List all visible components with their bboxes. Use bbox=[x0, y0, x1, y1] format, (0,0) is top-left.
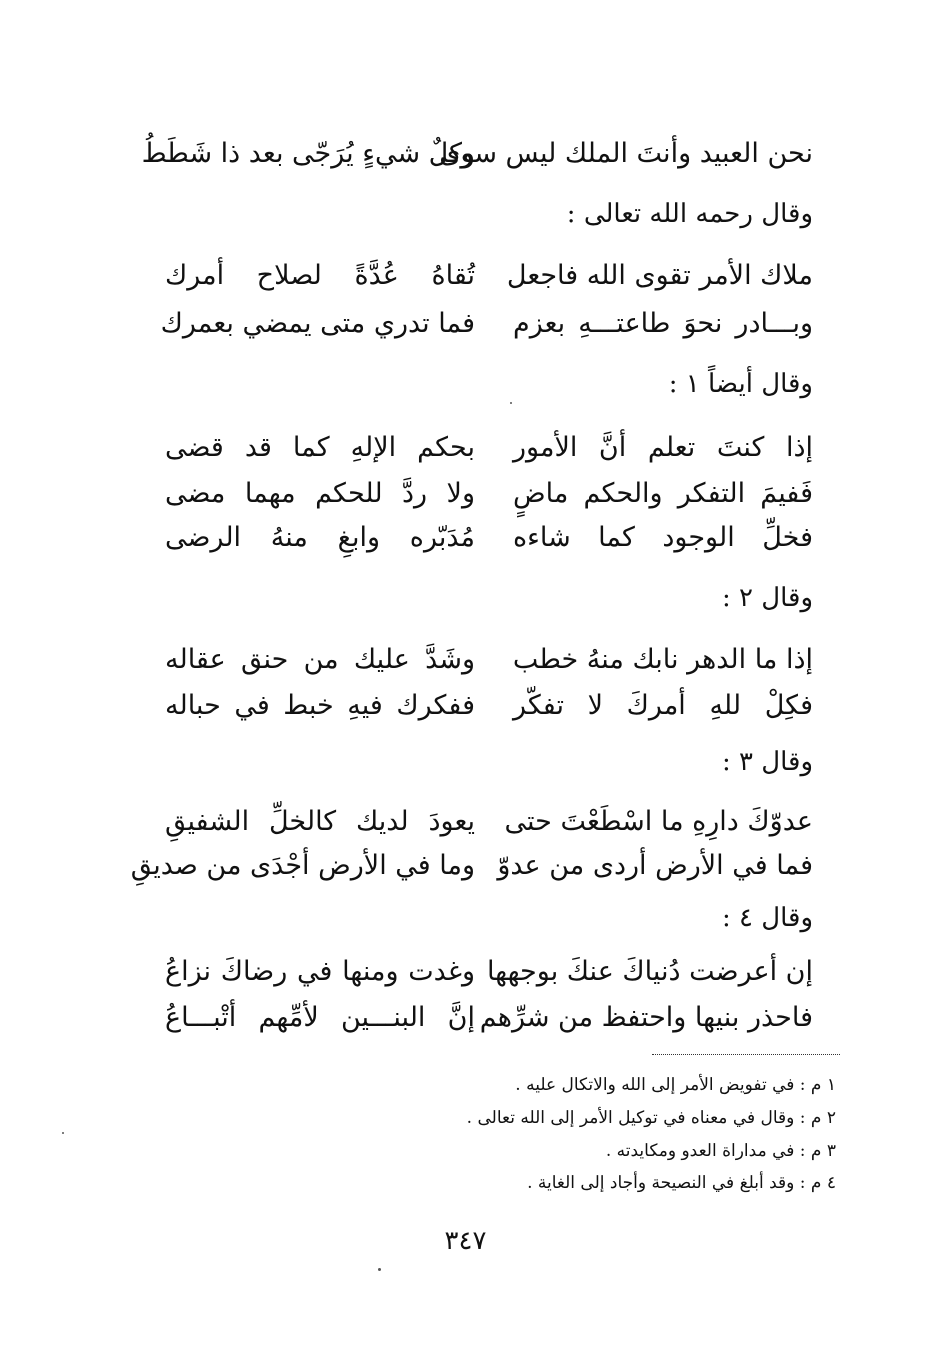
verse-right-hemistich: إن أعرضت دُنياكَ عنكَ بوجهها bbox=[486, 956, 813, 987]
verse-left-hemistich: ولا ردَّ للحكم مهما مضى bbox=[165, 478, 475, 509]
verse-left-hemistich: بحكم الإلهِ كما قد قضى bbox=[165, 432, 475, 463]
verse-right-hemistich: فَفيمَ التفكر والحكم ماضٍ bbox=[513, 478, 813, 509]
verse-right-hemistich: فما في الأرض أردى من عدوّ bbox=[497, 850, 813, 881]
verse-left-hemistich: فما تدري متى يمضي بعمرك bbox=[160, 308, 475, 339]
section-heading: وقال أيضاً ١ : bbox=[668, 369, 813, 399]
section-heading: وقال رحمه الله تعالى : bbox=[566, 199, 813, 229]
verse-left-hemistich: وما في الأرض أجْدَى من صديقِ bbox=[130, 850, 475, 881]
verse-left-hemistich: ففكرك فيهِ خبط في حباله bbox=[165, 690, 475, 721]
verse-right-hemistich: وبـــادر نحوَ طاعتـــهِ بعزم bbox=[513, 308, 813, 339]
verse-left-hemistich: وشَدَّ عليك من حنق عقاله bbox=[165, 644, 475, 675]
verse-right-hemistich: إذا كنتَ تعلم أنَّ الأمور bbox=[513, 432, 813, 463]
verse-left-hemistich: وكلٌ شيءٍ يُرَجّى بعد ذا شَطَطُ bbox=[141, 138, 475, 169]
verse-right-hemistich: فخلِّ الوجود كما شاءه bbox=[513, 522, 813, 553]
verse-left-hemistich: يعودَ لديك كالخلِّ الشفيقِ bbox=[165, 806, 475, 837]
footnote: ٣ م : في مداراة العدو ومكايدته . bbox=[605, 1141, 836, 1161]
scan-speck bbox=[378, 1268, 381, 1271]
verse-left-hemistich: إنَّ البنـــين لأمِّهم أتْبـــاعُ bbox=[165, 1002, 475, 1033]
footnote-separator bbox=[652, 1054, 840, 1055]
section-heading: وقال ٢ : bbox=[721, 583, 813, 613]
scan-speck bbox=[510, 402, 512, 404]
section-heading: وقال ٣ : bbox=[721, 747, 813, 777]
verse-right-hemistich: ملاك الأمر تقوى الله فاجعل bbox=[506, 260, 813, 291]
verse-right-hemistich: نحن العبيد وأنتَ الملك ليس سوى bbox=[439, 138, 813, 169]
verse-left-hemistich: تُقاهُ عُدَّةً لصلاح أمرك bbox=[165, 260, 475, 291]
page-number: ٣٤٧ bbox=[444, 1226, 487, 1256]
footnote: ٤ م : وقد أبلغ في النصيحة وأجاد إلى الغاية . bbox=[527, 1173, 836, 1193]
verse-right-hemistich: إذا ما الدهر نابك منهُ خطب bbox=[512, 644, 813, 675]
section-heading: وقال ٤ : bbox=[721, 903, 813, 933]
verse-right-hemistich: فاحذر بنيها واحتفظ من شرِّهم bbox=[479, 1002, 813, 1033]
verse-right-hemistich: عدوّكَ دارِهِ ما اسْطَعْتَ حتى bbox=[504, 806, 813, 837]
verse-left-hemistich: مُدَبّره وابغِ منهُ الرضى bbox=[165, 522, 475, 553]
scan-speck bbox=[62, 1132, 64, 1134]
verse-left-hemistich: وغدت ومنها في رضاكَ نزاعُ bbox=[165, 956, 475, 987]
verse-right-hemistich: فكِلْ للهِ أمركَ لا تفكّر bbox=[513, 690, 813, 721]
footnote: ٢ م : وقال في معناه في توكيل الأمر إلى الله تعالى . bbox=[466, 1108, 836, 1128]
footnote: ١ م : في تفويض الأمر إلى الله والاتكال عليه . bbox=[515, 1075, 836, 1095]
